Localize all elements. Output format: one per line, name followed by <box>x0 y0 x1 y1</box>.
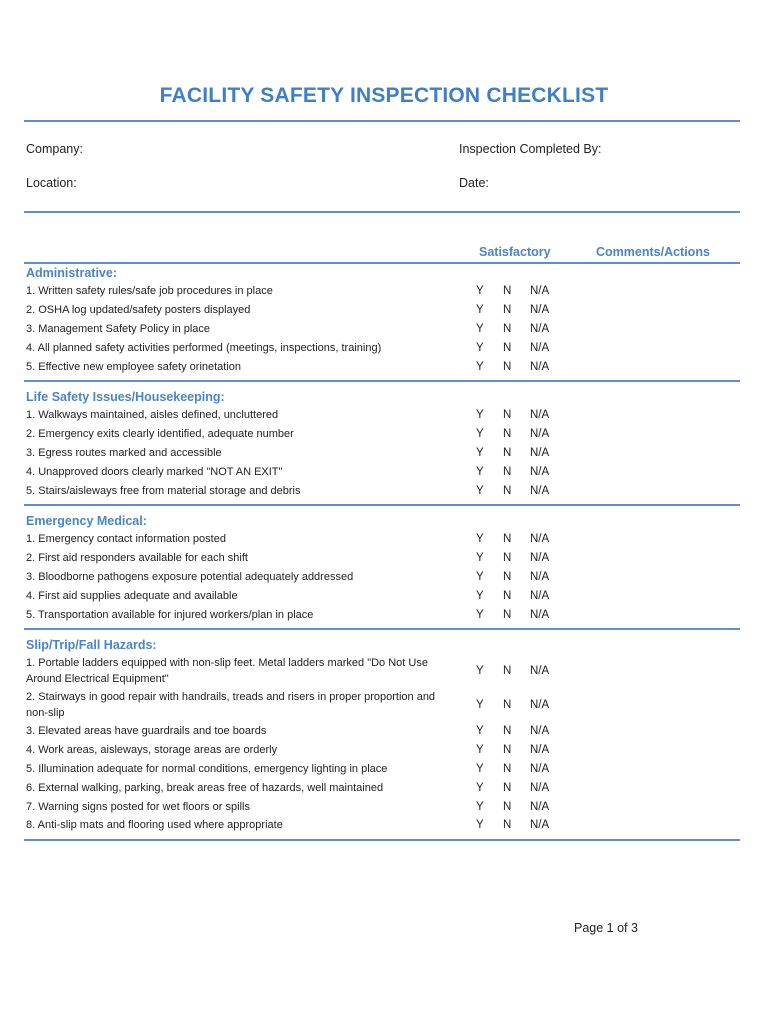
completed-by-label: Inspection Completed By: <box>459 142 602 156</box>
na-option[interactable]: N/A <box>530 589 550 602</box>
na-option[interactable]: N/A <box>530 664 550 677</box>
checklist-item-text: 3. Management Safety Policy in place <box>26 322 211 335</box>
na-option[interactable]: N/A <box>530 446 550 459</box>
yes-option[interactable]: Y <box>476 698 484 711</box>
checklist-row <box>24 301 740 320</box>
checklist-item-text: 7. Warning signs posted for wet floors or spills <box>26 800 250 813</box>
yes-option[interactable]: Y <box>476 341 484 354</box>
satisfactory-column-header: Satisfactory <box>479 245 551 259</box>
checklist-row <box>24 586 740 605</box>
checklist-section <box>24 388 740 506</box>
checklist-section <box>24 264 740 382</box>
na-option[interactable]: N/A <box>530 304 550 317</box>
checklist-row <box>24 406 740 425</box>
checklist-item-text: 1. Walkways maintained, aisles defined, uncluttered <box>26 409 279 422</box>
checklist-row <box>24 338 740 357</box>
no-option[interactable]: N <box>503 304 512 317</box>
section-title: Emergency Medical: <box>26 513 147 528</box>
page-number: Page 1 of 3 <box>574 921 638 935</box>
yes-option[interactable]: Y <box>476 570 484 583</box>
no-option[interactable]: N <box>503 800 512 813</box>
no-option[interactable]: N <box>503 428 512 441</box>
yes-option[interactable]: Y <box>476 552 484 565</box>
checklist-row <box>24 816 740 835</box>
checklist-row <box>24 357 740 376</box>
section-title: Slip/Trip/Fall Hazards: <box>26 637 157 652</box>
yes-option[interactable]: Y <box>476 446 484 459</box>
checklist-row <box>24 549 740 568</box>
no-option[interactable]: N <box>503 589 512 602</box>
checklist-row <box>24 462 740 481</box>
yes-option[interactable]: Y <box>476 360 484 373</box>
no-option[interactable]: N <box>503 465 512 478</box>
checklist-item-text: 4. Work areas, aisleways, storage areas are orderly <box>26 744 278 757</box>
checklist-item-text: 5. Illumination adequate for normal conditions, emergency lighting in place <box>26 762 388 775</box>
yes-option[interactable]: Y <box>476 781 484 794</box>
yes-option[interactable]: Y <box>476 285 484 298</box>
yes-option[interactable]: Y <box>476 409 484 422</box>
na-option[interactable]: N/A <box>530 360 550 373</box>
na-option[interactable]: N/A <box>530 570 550 583</box>
na-option[interactable]: N/A <box>530 800 550 813</box>
checklist-item-text: 3. Bloodborne pathogens exposure potential adequately addressed <box>26 570 354 583</box>
yes-option[interactable]: Y <box>476 428 484 441</box>
na-option[interactable]: N/A <box>530 428 550 441</box>
no-option[interactable]: N <box>503 698 512 711</box>
company-label: Company: <box>26 142 83 156</box>
checklist-item-text: 2. Stairways in good repair with handrails, treads and risers in proper proportion and non-slip <box>26 690 436 719</box>
na-option[interactable]: N/A <box>530 409 550 422</box>
checklist-sections <box>24 264 740 841</box>
no-option[interactable]: N <box>503 552 512 565</box>
yes-option[interactable]: Y <box>476 725 484 738</box>
location-label: Location: <box>26 176 77 190</box>
checklist-item-text: 1. Portable ladders equipped with non-slip feet. Metal ladders marked "Do Not Use Around Electrical Equipment" <box>26 656 428 685</box>
checklist-row <box>24 568 740 587</box>
no-option[interactable]: N <box>503 533 512 546</box>
yes-option[interactable]: Y <box>476 465 484 478</box>
yes-option[interactable]: Y <box>476 484 484 497</box>
no-option[interactable]: N <box>503 762 512 775</box>
checklist-item-text: 2. First aid responders available for each shift <box>26 552 248 565</box>
checklist-item-text: 1. Written safety rules/safe job procedures in place <box>26 285 273 298</box>
yes-option[interactable]: Y <box>476 762 484 775</box>
checklist-item-text: 6. External walking, parking, break areas free of hazards, well maintained <box>26 781 384 794</box>
comments-column-header: Comments/Actions <box>596 245 710 259</box>
na-option[interactable]: N/A <box>530 608 550 621</box>
checklist-row <box>24 797 740 816</box>
no-option[interactable]: N <box>503 570 512 583</box>
checklist-item-text: 8. Anti-slip mats and flooring used where appropriate <box>26 819 283 832</box>
checklist-item-text: 2. OSHA log updated/safety posters displayed <box>26 304 251 317</box>
no-option[interactable]: N <box>503 322 512 335</box>
checklist-item-text: 1. Emergency contact information posted <box>26 533 226 546</box>
checklist-row <box>24 425 740 444</box>
checklist-row <box>24 444 740 463</box>
no-option[interactable]: N <box>503 744 512 757</box>
checklist-item-text: 4. First aid supplies adequate and available <box>26 589 238 602</box>
yes-option[interactable]: Y <box>476 304 484 317</box>
checklist-row <box>24 741 740 760</box>
checklist-row <box>24 778 740 797</box>
no-option[interactable]: N <box>503 664 512 677</box>
na-option[interactable]: N/A <box>530 322 550 335</box>
checklist-item-text: 5. Stairs/aisleways free from material storage and debris <box>26 484 301 497</box>
section-title: Administrative: <box>26 266 117 280</box>
yes-option[interactable]: Y <box>476 819 484 832</box>
no-option[interactable]: N <box>503 484 512 497</box>
na-option[interactable]: N/A <box>530 465 550 478</box>
na-option[interactable]: N/A <box>530 819 550 832</box>
checklist-section <box>24 636 740 841</box>
no-option[interactable]: N <box>503 285 512 298</box>
checklist-row <box>24 760 740 779</box>
yes-option[interactable]: Y <box>476 608 484 621</box>
date-label: Date: <box>459 176 489 190</box>
checklist-row <box>24 722 740 741</box>
no-option[interactable]: N <box>503 608 512 621</box>
na-option[interactable]: N/A <box>530 484 550 497</box>
checklist-row <box>24 605 740 624</box>
na-option[interactable]: N/A <box>530 285 550 298</box>
na-option[interactable]: N/A <box>530 744 550 757</box>
section-title: Life Safety Issues/Housekeeping: <box>26 389 225 404</box>
na-option[interactable]: N/A <box>530 552 550 565</box>
no-option[interactable]: N <box>503 409 512 422</box>
yes-option[interactable]: Y <box>476 664 484 677</box>
na-option[interactable]: N/A <box>530 762 550 775</box>
checklist-item-text: 3. Egress routes marked and accessible <box>26 446 222 459</box>
checklist-item-text: 5. Effective new employee safety orinetation <box>26 360 242 373</box>
checklist-row <box>24 688 740 722</box>
no-option[interactable]: N <box>503 781 512 794</box>
checklist-item-text: 4. All planned safety activities performed (meetings, inspections, training) <box>26 341 382 354</box>
yes-option[interactable]: Y <box>476 589 484 602</box>
checklist-row <box>24 530 740 549</box>
na-option[interactable]: N/A <box>530 725 550 738</box>
yes-option[interactable]: Y <box>476 800 484 813</box>
yes-option[interactable]: Y <box>476 744 484 757</box>
checklist-item-text: 2. Emergency exits clearly identified, adequate number <box>26 428 294 441</box>
no-option[interactable]: N <box>503 725 512 738</box>
yes-option[interactable]: Y <box>476 533 484 546</box>
checklist-item-text: 4. Unapproved doors clearly marked "NOT AN EXIT" <box>26 465 283 478</box>
page-title: FACILITY SAFETY INSPECTION CHECKLIST <box>159 84 609 107</box>
na-option[interactable]: N/A <box>530 781 550 794</box>
checklist-item-text: 3. Elevated areas have guardrails and toe boards <box>26 725 267 738</box>
na-option[interactable]: N/A <box>530 533 550 546</box>
fields-rule <box>24 211 740 213</box>
na-option[interactable]: N/A <box>530 341 550 354</box>
checklist-row <box>24 481 740 500</box>
checklist-section <box>24 512 740 630</box>
na-option[interactable]: N/A <box>530 698 550 711</box>
checklist-row <box>24 654 740 688</box>
no-option[interactable]: N <box>503 446 512 459</box>
header-rule <box>24 120 740 122</box>
no-option[interactable]: N <box>503 360 512 373</box>
yes-option[interactable]: Y <box>476 322 484 335</box>
checklist-item-text: 5. Transportation available for injured workers/plan in place <box>26 608 314 621</box>
checklist-row <box>24 320 740 339</box>
no-option[interactable]: N <box>503 819 512 832</box>
checklist-row <box>24 282 740 301</box>
no-option[interactable]: N <box>503 341 512 354</box>
